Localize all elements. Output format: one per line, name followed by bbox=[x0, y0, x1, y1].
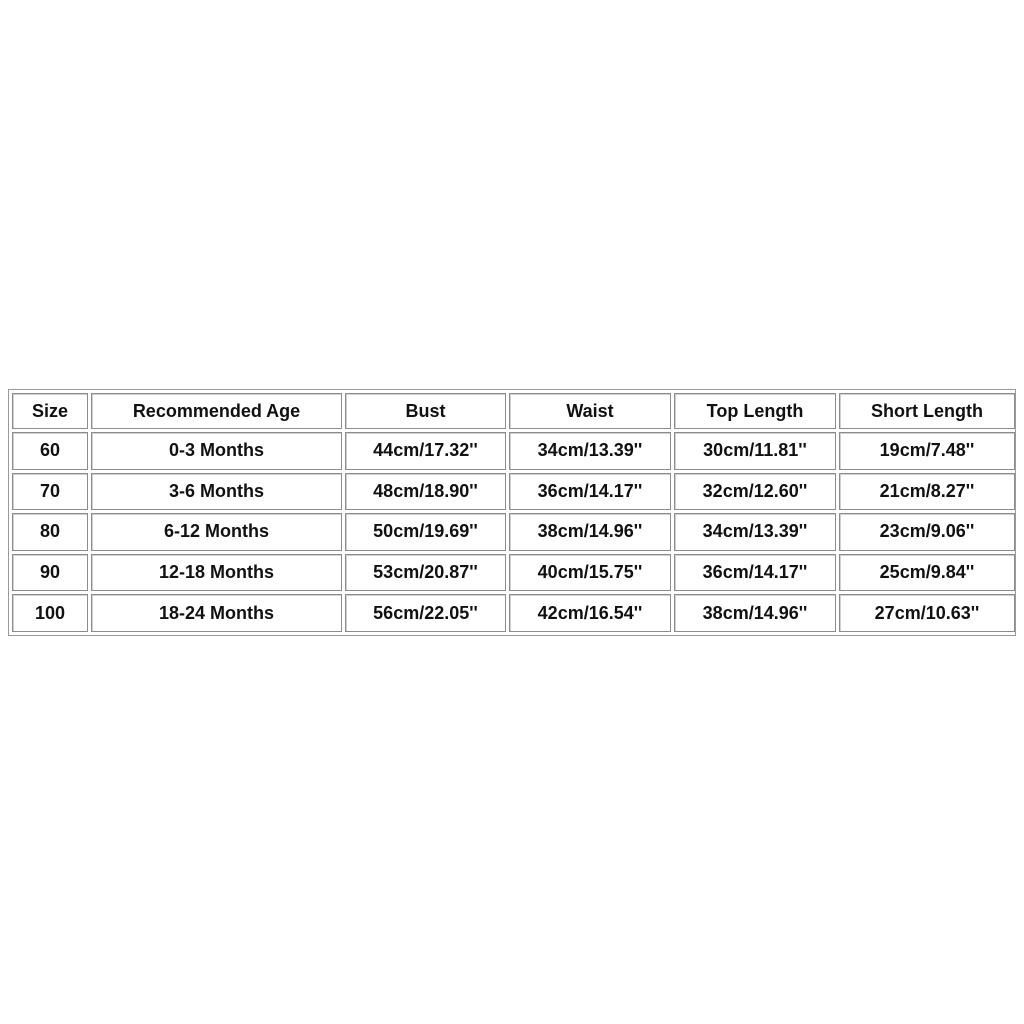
cell-top-length: 34cm/13.39'' bbox=[674, 513, 836, 551]
cell-bust: 53cm/20.87'' bbox=[345, 554, 506, 592]
cell-recommended-age: 3-6 Months bbox=[91, 473, 342, 511]
cell-bust: 48cm/18.90'' bbox=[345, 473, 506, 511]
header-size: Size bbox=[12, 393, 88, 429]
header-recommended-age: Recommended Age bbox=[91, 393, 342, 429]
cell-bust: 56cm/22.05'' bbox=[345, 594, 506, 632]
table-row bbox=[12, 594, 1015, 632]
cell-recommended-age: 0-3 Months bbox=[91, 432, 342, 470]
size-chart-table bbox=[9, 390, 1018, 635]
header-row bbox=[12, 393, 1015, 429]
cell-top-length: 38cm/14.96'' bbox=[674, 594, 836, 632]
cell-short-length: 21cm/8.27'' bbox=[839, 473, 1015, 511]
cell-waist: 40cm/15.75'' bbox=[509, 554, 671, 592]
cell-size: 80 bbox=[12, 513, 88, 551]
table-row bbox=[12, 473, 1015, 511]
table-row bbox=[12, 432, 1015, 470]
table-row bbox=[12, 554, 1015, 592]
header-waist: Waist bbox=[509, 393, 671, 429]
cell-bust: 50cm/19.69'' bbox=[345, 513, 506, 551]
size-chart-frame bbox=[8, 389, 1016, 636]
cell-size: 70 bbox=[12, 473, 88, 511]
cell-short-length: 23cm/9.06'' bbox=[839, 513, 1015, 551]
cell-recommended-age: 18-24 Months bbox=[91, 594, 342, 632]
cell-top-length: 32cm/12.60'' bbox=[674, 473, 836, 511]
cell-short-length: 27cm/10.63'' bbox=[839, 594, 1015, 632]
cell-waist: 34cm/13.39'' bbox=[509, 432, 671, 470]
cell-waist: 42cm/16.54'' bbox=[509, 594, 671, 632]
cell-size: 100 bbox=[12, 594, 88, 632]
cell-short-length: 25cm/9.84'' bbox=[839, 554, 1015, 592]
header-top-length: Top Length bbox=[674, 393, 836, 429]
cell-bust: 44cm/17.32'' bbox=[345, 432, 506, 470]
cell-size: 90 bbox=[12, 554, 88, 592]
cell-size: 60 bbox=[12, 432, 88, 470]
cell-waist: 38cm/14.96'' bbox=[509, 513, 671, 551]
table-row bbox=[12, 513, 1015, 551]
cell-waist: 36cm/14.17'' bbox=[509, 473, 671, 511]
header-bust: Bust bbox=[345, 393, 506, 429]
cell-short-length: 19cm/7.48'' bbox=[839, 432, 1015, 470]
header-short-length: Short Length bbox=[839, 393, 1015, 429]
cell-top-length: 30cm/11.81'' bbox=[674, 432, 836, 470]
cell-recommended-age: 6-12 Months bbox=[91, 513, 342, 551]
cell-recommended-age: 12-18 Months bbox=[91, 554, 342, 592]
cell-top-length: 36cm/14.17'' bbox=[674, 554, 836, 592]
